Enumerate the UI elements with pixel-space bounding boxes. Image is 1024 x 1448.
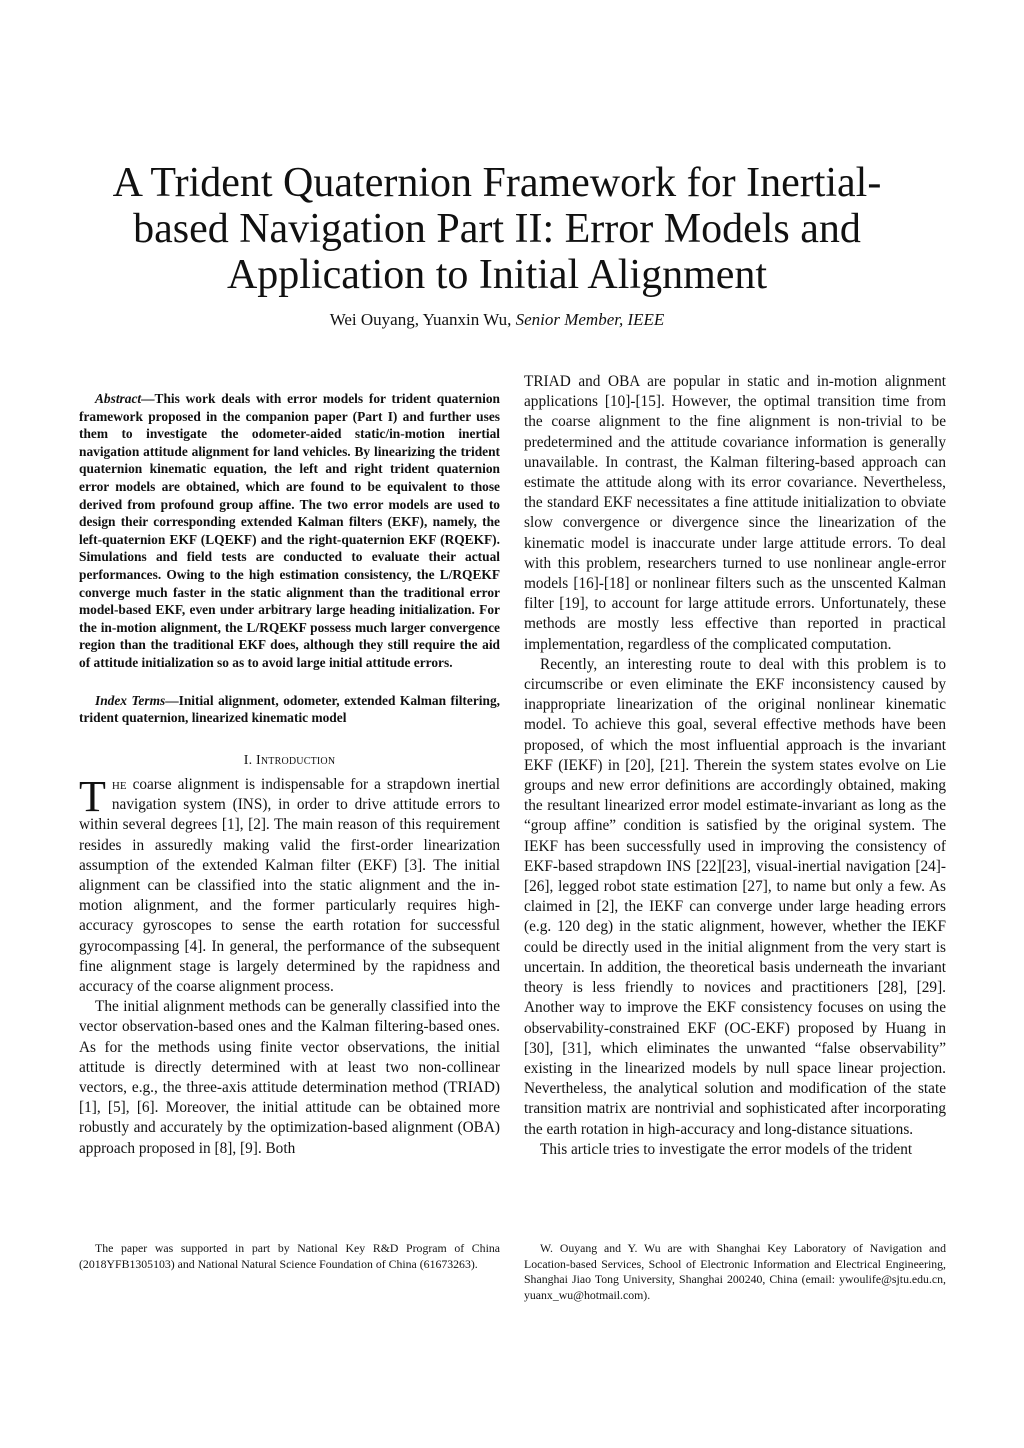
right-paragraph-2: Recently, an interesting route to deal with this problem is to circumscribe or even eliminate the EKF inconsistency caused by inappropriate linearization of the original nonlinear kinematic model. To achieve this goal, several effective methods have been proposed, of which the most influential approach is the invariant EKF (IEKF) in [20], [21]. Therein the system states evolve on Lie groups and new error definitions are accordingly obtained, making the resultant linearized error model estimate-invariant as long as the “group affine” condition is satisfied by the original system. The IEKF has been successfully used in improving the consistency of EKF-based strapdown INS [22][23], visual-inertial navigation [24]-[26], legged robot state estimation [27], to name but only a few. As claimed in [2], the IEKF can converge under large heading errors (e.g. 120 deg) in the static alignment, however, whether the IEKF could be directly used in the initial alignment from the very start is uncertain. In addition, the theoretical basis underneath the invariant theory is less friendly to novices and practitioners [28], [29]. Another way to improve the EKF consistency focuses on using the observability-constrained EKF (OC-EKF) proposed by Huang in [30], [31], which eliminates the unwanted “false observability” existing in the linearized models by null space linear projection. Nevertheless, the analytical solution and modification of the state transition matrix are nontrivial and sophisticated after incorporating the earth rotation in high-accuracy and long-distance situations. — [524, 655, 946, 1138]
title-line-2: based Navigation Part II: Error Models and — [133, 206, 861, 252]
first-word: he — [111, 775, 127, 793]
title-line-3: Application to Initial Alignment — [226, 252, 768, 298]
author-names: Wei Ouyang, Yuanxin Wu, — [329, 310, 512, 329]
right-paragraph-1: TRIAD and OBA are popular in static and in-motion alignment applications [10]-[15]. However, the optimal transition time from the coarse alignment to the fine alignment is non-trivial to be predetermined and the attitude covariance information is generally unavailable. In contrast, the Kalman filtering-based approach can estimate the attitude along with its error covariance. Nevertheless, the standard EKF necessitates a fine attitude initialization to obviate slow convergence or divergence since the linearization of the kinematic model is inaccurate under large attitude errors. To deal with this problem, researchers turned to use nonlinear angle-error models [16]-[18] or nonlinear filters such as the unscented Kalman filter [19], to account for large attitude errors. Unfortunately, these methods are mostly less effective than reported in practical implementation, regardless of the complicated computation. — [524, 373, 946, 653]
intro-paragraph-2: The initial alignment methods can be generally classified into the vector observation-based ones and the Kalman filtering-based ones. As for the methods using finite vector observations, the initial attitude is directly determined with at least two non-collinear vectors, e.g., the three-axis attitude determination method (TRIAD) [1], [5], [6]. Moreover, the initial attitude can be obtained more robustly and accurately by the optimization-based alignment (OBA) approach proposed in [8], [9]. Both — [79, 998, 500, 1157]
abstract — [79, 390, 500, 672]
index-terms-text: Initial alignment, odometer, extended Kalman filtering, trident quaternion, linearized kinematic model — [79, 692, 500, 726]
author-membership: Senior Member, IEEE — [515, 310, 665, 329]
section-title: Introduction — [255, 752, 336, 768]
drop-cap: T — [79, 771, 106, 821]
index-terms-dash: — — [165, 692, 179, 708]
footnote-funding — [79, 1241, 500, 1272]
index-terms-label: Index Terms — [95, 692, 166, 708]
index-terms — [79, 692, 500, 727]
abstract-text: This work deals with error models for trident quaternion framework proposed in the companion paper (Part I) and further uses them to investigate the odometer-aided static/in-motion inertial navigation attitude alignment for land vehicles. By linearizing the trident quaternion kinematic equation, the left and right trident quaternion error models are obtained, which are found to be equivalent to those derived from profound group affine. The two error models are used to design their corresponding extended Kalman filters (EKF), namely, the left-quaternion EKF (LQEKF) and the right-quaternion EKF (RQEKF). Simulations and field tests are conducted to evaluate their actual performances. Owing to the high estimation consistency, the L/RQEKF converge much faster in the static alignment than the traditional error model-based EKF, even under arbitrary large heading initialization. For the in-motion alignment, the L/RQEKF possess much larger convergence region than the traditional EKF does, although they still require the aid of attitude initialization so as to avoid large initial attitude errors. — [79, 391, 500, 670]
intro-paragraph-1-text: coarse alignment is indispensable for a strapdown inertial navigation system (INS), in order to drive attitude errors to within several degrees [1], [2]. The main reason of this requirement resides in assuredly making valid the first-order linearization assumption of the extended Kalman filter (EKF) [3]. The initial alignment can be classified into the static alignment and the in-motion alignment, and the former particularly requires high-accuracy gyroscopes to sense the earth rotation for successful gyrocompassing [4]. In general, the performance of the subsequent fine alignment stage is largely determined by the rapidness and accuracy of the coarse alignment process. — [79, 775, 500, 995]
author-line — [110, 309, 884, 331]
paper-title — [110, 160, 884, 298]
section-heading-introduction — [79, 751, 500, 771]
abstract-dash: — — [141, 391, 155, 406]
title-line-1: A Trident Quaternion Framework for Inertial- — [112, 160, 882, 206]
right-column — [524, 372, 946, 1160]
footnote-affiliation — [524, 1241, 946, 1303]
section-number: I. — [243, 752, 253, 768]
footnote-funding-text: The paper was supported in part by National Key R&D Program of China (2018YFB1305103) and National Natural Science Foundation of China (61673263). — [79, 1241, 500, 1271]
intro-paragraph-1 — [79, 771, 500, 997]
footnote-affiliation-text: W. Ouyang and Y. Wu are with Shanghai Key Laboratory of Navigation and Location-based Services, School of Electronic Information and Electrical Engineering, Shanghai Jiao Tong University, Shanghai 200240, China (email: ywoulife@sjtu.edu.cn, yuanx_wu@hotmail.com). — [524, 1241, 946, 1302]
right-paragraph-3: This article tries to investigate the error models of the trident — [540, 1140, 913, 1158]
left-column — [79, 390, 500, 1159]
abstract-label: Abstract — [95, 391, 142, 406]
